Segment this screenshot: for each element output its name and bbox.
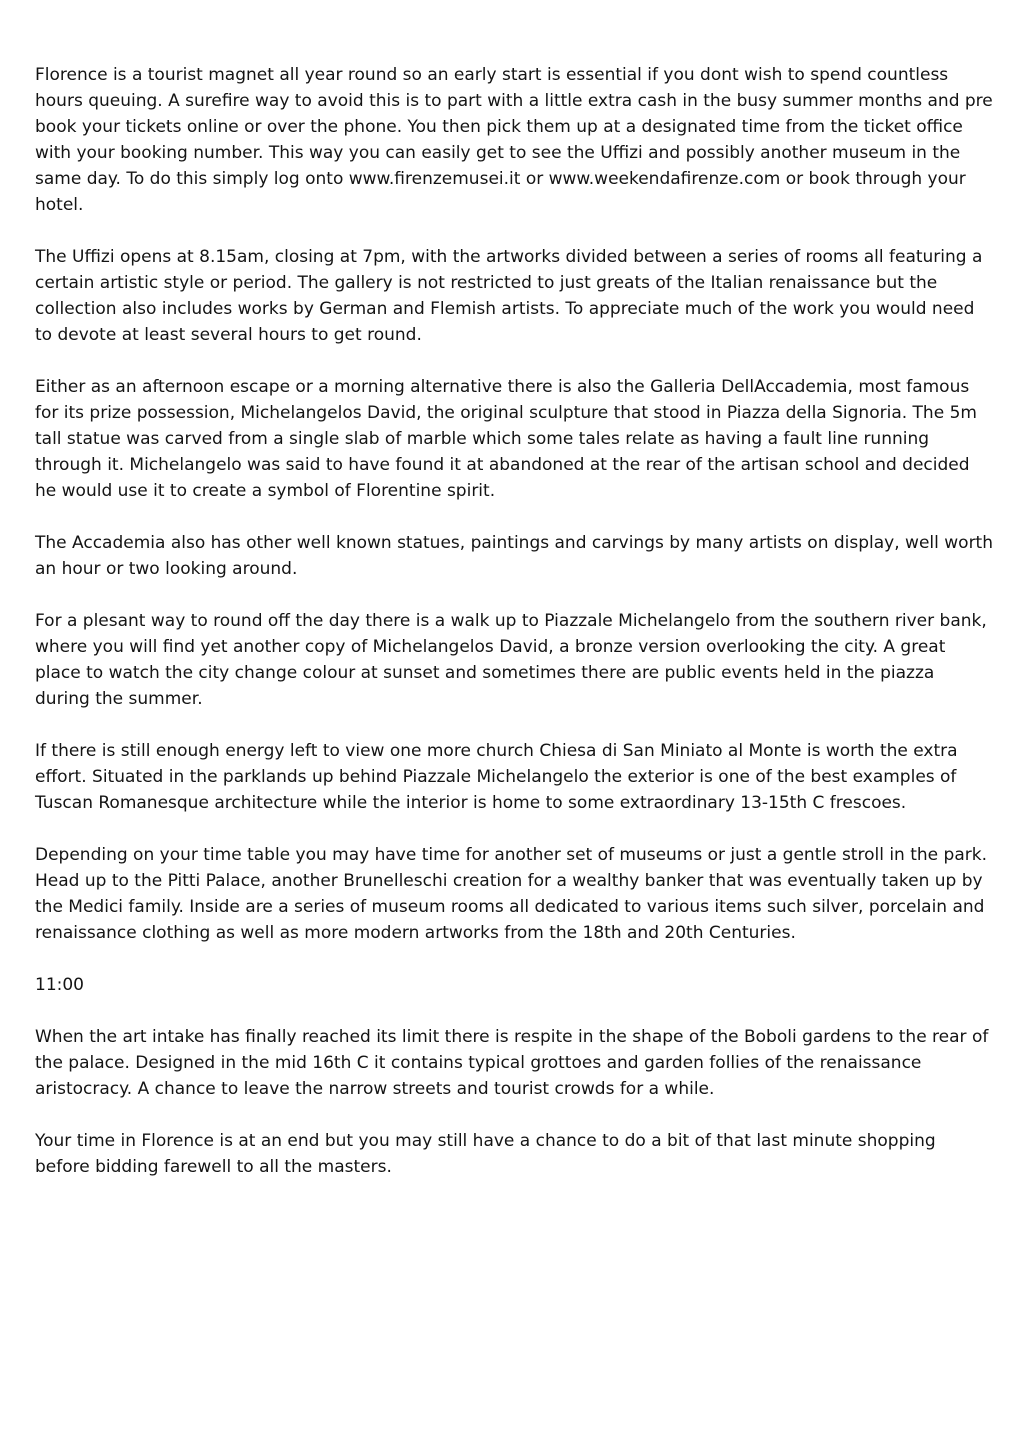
time-label: 11:00 bbox=[35, 975, 84, 995]
paragraph-san-miniato: If there is still enough energy left to view one more church Chiesa di San Miniato al Monte is worth the extra effort. Situated in the parklands up behind Piazzale Michelangelo the exterior is one of the best examples of Tuscan Romanesque architecture while the interior is home to some extraordinary 13-15th C frescoes. bbox=[35, 741, 958, 813]
paragraph-uffizi: The Uffizi opens at 8.15am, closing at 7pm, with the artworks divided between a series of rooms all featuring a certain artistic style or period. The gallery is not restricted to just greats of the Italian renaissance but the collection also includes works by German and Flemish artists. To appreciate much of the work you would need to devote at least several hours to get round. bbox=[35, 247, 983, 345]
paragraph-accademia-other: The Accademia also has other well known statues, paintings and carvings by many artists on display, well worth an hour or two looking around. bbox=[35, 533, 994, 579]
paragraph-farewell: Your time in Florence is at an end but you may still have a chance to do a bit of that last minute shopping before bidding farewell to all the masters. bbox=[35, 1131, 936, 1177]
paragraph-booking: Florence is a tourist magnet all year round so an early start is essential if you dont wish to spend countless hours queuing. A surefire way to avoid this is to part with a little extra cash in the busy summer months and pre book your tickets online or over the phone. You then pick them up at a designated time from the ticket office with your booking number. This way you can easily get to see the Uffizi and possibly another museum in the same day. To do this simply log onto www.firenzemusei.it or www.weekendafirenze.com or book through your hotel. bbox=[35, 65, 993, 215]
document-body bbox=[35, 62, 993, 1206]
paragraph-piazzale: For a plesant way to round off the day there is a walk up to Piazzale Michelangelo from the southern river bank, where you will find yet another copy of Michelangelos David, a bronze version overlooking the city. A great place to watch the city change colour at sunset and sometimes there are public events held in the piazza during the summer. bbox=[35, 611, 987, 709]
paragraph-boboli: When the art intake has finally reached its limit there is respite in the shape of the Boboli gardens to the rear of the palace. Designed in the mid 16th C it contains typical grottoes and garden follies of the renaissance aristocracy. A chance to leave the narrow streets and tourist crowds for a while. bbox=[35, 1027, 989, 1099]
paragraph-accademia: Either as an afternoon escape or a morning alternative there is also the Galleria DellAccademia, most famous for its prize possession, Michelangelos David, the original sculpture that stood in Piazza della Signoria. The 5m tall statue was carved from a single slab of marble which some tales relate as having a fault line running through it. Michelangelo was said to have found it at abandoned at the rear of the artisan school and decided he would use it to create a symbol of Florentine spirit. bbox=[35, 377, 977, 501]
paragraph-pitti-palace: Depending on your time table you may have time for another set of museums or just a gentle stroll in the park. Head up to the Pitti Palace, another Brunelleschi creation for a wealthy banker that was eventually taken up by the Medici family. Inside are a series of museum rooms all dedicated to various items such silver, porcelain and renaissance clothing as well as more modern artworks from the 18th and 20th Centuries. bbox=[35, 845, 987, 943]
